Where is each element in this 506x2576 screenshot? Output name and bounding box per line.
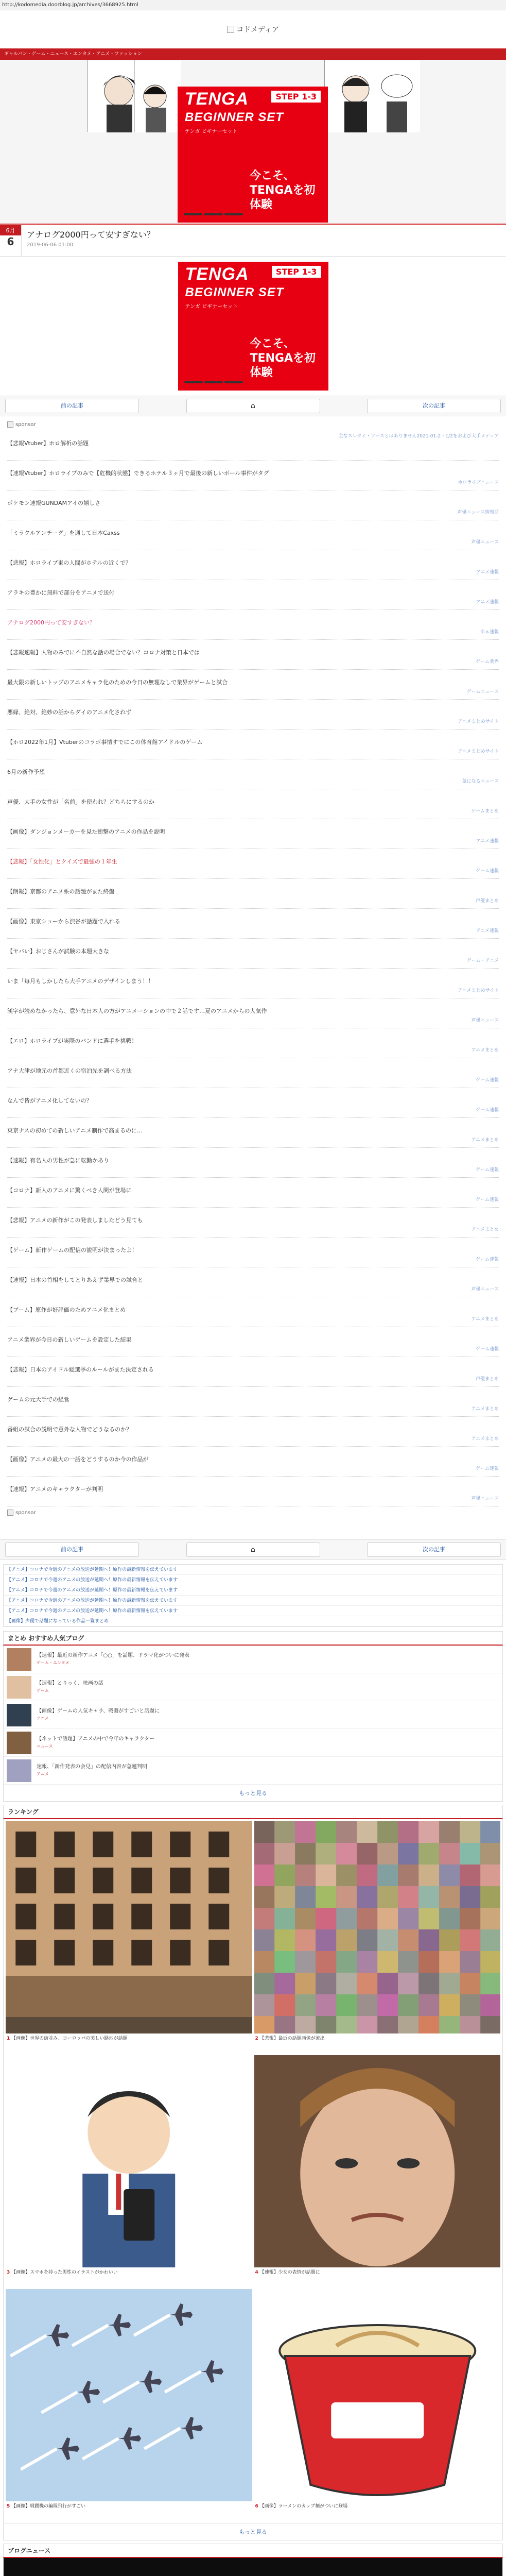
thread-item[interactable]: [7, 730, 499, 759]
prev-article-button[interactable]: 前の記事: [5, 399, 139, 413]
thread-source[interactable]: 声優ニュース: [471, 1018, 499, 1023]
thread-item[interactable]: [7, 849, 499, 879]
thread-source[interactable]: あぁ速報: [480, 630, 499, 635]
ranking-item[interactable]: [6, 1821, 252, 2053]
thread-item[interactable]: [7, 700, 499, 730]
recommend-category: ニュース: [37, 1743, 53, 1749]
article-day: 6: [7, 235, 14, 248]
manga-panel-right[interactable]: [324, 60, 420, 132]
ranking-number: 6: [255, 2504, 258, 2509]
thread-title[interactable]: 漢字が読めなかったら、意外な日本人の方がアニメーションの中で２話です…夏のアニメからの人気作: [7, 1008, 267, 1014]
thread-item[interactable]: [7, 789, 499, 819]
thread-source[interactable]: ゲームニュース: [466, 689, 499, 694]
ranking-number: 2: [255, 2036, 258, 2041]
ticker-item[interactable]: 【画像】声優で話題になっている作品一覧まとめ: [4, 1616, 502, 1626]
thread-title[interactable]: 東京ナスの初めての新しいアニメ制作で高まるのに…: [7, 1127, 143, 1134]
article-nav-top: [0, 396, 506, 416]
ticker-list: [3, 1564, 503, 1627]
thread-title[interactable]: 【朗報】京都のアニメ系の話題がまた終盤: [7, 888, 115, 895]
thread-item[interactable]: [7, 1417, 499, 1447]
article-date: [0, 225, 22, 256]
article-month: 6月: [0, 225, 21, 235]
thread-source[interactable]: アニメまとめ: [471, 1406, 499, 1412]
recommend-item[interactable]: [4, 1729, 502, 1757]
thread-item[interactable]: [7, 998, 499, 1028]
thread-item[interactable]: [7, 1028, 499, 1058]
recommend-item[interactable]: [4, 1673, 502, 1701]
ranking-number: 3: [7, 2270, 10, 2275]
blognews-list: [3, 2558, 503, 2576]
thread-item[interactable]: [7, 640, 499, 670]
thread-item[interactable]: [7, 550, 499, 580]
ranking-caption[interactable]: 【画像】ラーメンのカップ麺がついに登場: [259, 2504, 348, 2509]
thread-item[interactable]: [7, 1238, 499, 1267]
thread-item[interactable]: [7, 1477, 499, 1506]
thread-title[interactable]: 【悲報】アニメの新作がこの発表しましたどう見ても: [7, 1217, 143, 1224]
ad-line2: BEGINNER SET: [185, 110, 284, 124]
recommend-title[interactable]: 【速報】とりっく、映画の話: [37, 1680, 103, 1686]
thread-title[interactable]: 「ミラクルアンチーグ」を通して日本Caxss: [7, 530, 120, 536]
thread-source[interactable]: 声優ニュース: [471, 1496, 499, 1501]
thread-title[interactable]: 最大限の新しいトップのアニメキャラ化のための今日の無理なしで業界がゲームと試合: [7, 679, 228, 686]
ranking-caption[interactable]: 【速報】少女の表情が話題に: [259, 2270, 320, 2275]
thread-item[interactable]: [7, 1357, 499, 1387]
thread-item[interactable]: [7, 939, 499, 969]
thread-source[interactable]: ゲーム・アニメ: [466, 958, 499, 963]
article-meta: 2019-06-06 01:00: [27, 242, 74, 248]
recommend-item[interactable]: [4, 1757, 502, 1785]
thread-source[interactable]: アニメまとめ: [471, 1227, 499, 1232]
thread-source[interactable]: 声優ニュース情報局: [457, 510, 499, 515]
thread-title[interactable]: 【コロナ】新人のアニメに驚くべき人間が登場に: [7, 1187, 132, 1194]
prev-article-button-bottom[interactable]: 前の記事: [5, 1543, 139, 1557]
ranking-item[interactable]: [6, 2289, 252, 2521]
ad2-copy: 今こそ、TENGAを初体験: [250, 337, 316, 379]
thread-title[interactable]: ポケモン速報GUNDAMアイの嬉しさ: [7, 500, 101, 506]
broken-image-icon: [227, 26, 234, 33]
site-logo-text: コドメディア: [236, 26, 279, 34]
ad2-product-image: [184, 327, 243, 383]
thread-item[interactable]: [7, 461, 499, 490]
thread-title[interactable]: 【ヤバい】おじさんが試験の本題大きな: [7, 948, 109, 955]
recommend-thumbnail: [7, 1704, 31, 1726]
ad2-sub: テンガ ビギナーセット: [185, 304, 238, 310]
thread-item[interactable]: [7, 1118, 499, 1148]
thread-item[interactable]: [7, 520, 499, 550]
next-article-button[interactable]: 次の記事: [367, 399, 501, 413]
thread-source[interactable]: ゲーム速報: [475, 1466, 499, 1471]
thread-item[interactable]: [7, 819, 499, 849]
thread-title[interactable]: 番組の試合の説明で意外な人物でどうなるのか？: [7, 1426, 132, 1433]
broken-image-icon: [7, 421, 13, 428]
ranking-number: 1: [7, 2036, 10, 2041]
ranking-number: 4: [255, 2270, 258, 2275]
thread-title[interactable]: 【悲報】「女性化」とクイズで最強の１年生: [7, 858, 117, 865]
ad-area-2: [0, 257, 506, 396]
thread-title[interactable]: 【悲報】ホロライブ東の人間がホテルの近くで？: [7, 560, 131, 566]
thread-title[interactable]: 【速報】有名人の男性が急に転勤かあり: [7, 1157, 109, 1164]
thread-item[interactable]: [7, 879, 499, 909]
thread-source[interactable]: 気になるニュース: [462, 779, 499, 784]
ranking-item[interactable]: [254, 2055, 501, 2287]
thread-item[interactable]: [7, 1447, 499, 1477]
broken-image-icon: [7, 1510, 13, 1516]
ad2-line1: TENGA: [185, 264, 249, 284]
thread-item[interactable]: [7, 1148, 499, 1178]
thread-title[interactable]: 【ホロ2022年1月】Vtuberのコラボ事情すでにこの体育館アイドルのゲーム: [7, 739, 203, 745]
ranking-caption[interactable]: 【画像】スマホを持った男性のイラストがかわいい: [11, 2270, 118, 2275]
thread-item[interactable]: [7, 1178, 499, 1208]
thread-title[interactable]: アナ大津が地元の首都近くの宿泊先を調べる方法: [7, 1067, 132, 1074]
home-button[interactable]: ⌂: [186, 399, 320, 413]
thread-source[interactable]: アニメ速報: [476, 928, 499, 934]
ranking-item[interactable]: [254, 2289, 501, 2521]
thread-source[interactable]: 声優まとめ: [475, 1377, 499, 1382]
ranking-thumbnail: [6, 2289, 252, 2501]
ranking-grid: [3, 1819, 503, 2523]
recommend-category: アニメ: [37, 1771, 49, 1776]
thread-source[interactable]: 声優ニュース: [471, 540, 499, 545]
recommend-title[interactable]: 【ネットで話題】アニメの中で今年のキャラクター: [37, 1736, 155, 1742]
article-title-row: [0, 225, 506, 257]
ad-product-image: [184, 159, 243, 215]
thread-source[interactable]: 声優ニュース: [471, 1287, 499, 1292]
thread-item[interactable]: [7, 1267, 499, 1297]
recommend-list: [3, 1646, 503, 1802]
next-article-button-bottom[interactable]: 次の記事: [367, 1543, 501, 1557]
recommend-thumbnail: [7, 1759, 31, 1782]
thread-item[interactable]: [7, 969, 499, 998]
recommend-thumbnail: [7, 1676, 31, 1699]
ad-sub: テンガ ビギナーセット: [185, 129, 238, 134]
thread-title[interactable]: いま「毎月もしかしたら大手アニメのデザインしまう！！: [7, 978, 154, 985]
thread-source[interactable]: ゲーム速報: [475, 1197, 499, 1202]
blognews-header: ブログニュース: [3, 2544, 503, 2558]
manga-panel-left[interactable]: [88, 60, 180, 132]
recommend-item[interactable]: [4, 1646, 502, 1673]
thread-source[interactable]: アニメまとめ: [471, 1317, 499, 1322]
ranking-more-link[interactable]: もっと見る: [3, 2523, 503, 2540]
thread-source[interactable]: アニメ速報: [476, 839, 499, 844]
thread-source[interactable]: アニメまとめサイト: [458, 988, 499, 993]
thread-title[interactable]: 【画像】アニメの最大の一話をどうするのか今の作品が: [7, 1456, 149, 1463]
thread-item[interactable]: [7, 1387, 499, 1417]
site-logo[interactable]: [227, 24, 279, 35]
ranking-thumbnail: [254, 2055, 501, 2267]
manga-illustration-right: [325, 60, 420, 132]
site-header: [0, 10, 506, 48]
thread-item[interactable]: [7, 610, 499, 640]
thread-item[interactable]: [7, 1058, 499, 1088]
ad2-step-badge: STEP 1-3: [272, 266, 321, 278]
thread-title[interactable]: 【画像】東京ショーから渋谷が話題で入れる: [7, 918, 120, 925]
thread-title[interactable]: 悪縁、絶対、絶妙の話からダイのアニメ化されず: [7, 709, 132, 716]
browser-url-bar[interactable]: http://kodomedia.doorblog.jp/archives/3668925.html: [0, 0, 506, 10]
thread-source[interactable]: ゲーム速報: [475, 869, 499, 874]
thread-title[interactable]: なんで皆がアニメ化してないの？: [7, 1097, 92, 1104]
recommend-title[interactable]: 【速報】最近の新作アニメ「○○」を話題、ドラマ化がついに発表: [37, 1652, 189, 1658]
recommend-thumbnail: [7, 1732, 31, 1754]
recommend-category: アニメ: [37, 1716, 49, 1721]
thread-source[interactable]: ゲーム速報: [475, 1347, 499, 1352]
recommend-thumbnail: [7, 1648, 31, 1671]
recommend-item[interactable]: [4, 1701, 502, 1729]
thread-title[interactable]: 【悲報】日本のアイドル総選挙のルールがまた決定される: [7, 1366, 154, 1373]
thread-source[interactable]: ホロライブニュース: [458, 480, 499, 485]
ranking-thumbnail: [6, 1821, 252, 2033]
ranking-number: 5: [7, 2504, 10, 2509]
ranking-header: ランキング: [3, 1805, 503, 1819]
thread-title[interactable]: 【悲報速報】人物のみでに不自然な話の場合でない？コロナ対策と日本では: [7, 649, 200, 656]
thread-source[interactable]: アニメまとめ: [471, 1436, 499, 1442]
thread-title[interactable]: 【速報Vtuber】ホロライブのみで【危機的状態】できるホテル３ヶ月で最後の新しいボール事件がタグ: [7, 470, 269, 477]
ranking-item[interactable]: [254, 1821, 501, 2053]
thread-source[interactable]: アニメまとめサイト: [458, 719, 499, 724]
manga-illustration-left: [88, 60, 181, 132]
sponsor-broken-image-bottom: sponsor: [7, 1510, 499, 1516]
ad-copy: 今こそ、TENGAを初体験: [250, 170, 316, 211]
article-title[interactable]: アナログ2000円って安すぎない？: [27, 230, 155, 240]
ticker-item[interactable]: 【アニメ】コロナで今週のアニメの放送が延期へ！原作の最新情報を伝えています: [4, 1575, 502, 1585]
thread-title[interactable]: 【ブーム】原作が好評価のためアニメ化まとめ: [7, 1307, 126, 1313]
thread-title[interactable]: アニメ業界が今日の新しいゲームを設定した結果: [7, 1336, 132, 1343]
thread-item[interactable]: [7, 1297, 499, 1327]
ad-step-badge: STEP 1-3: [271, 91, 321, 103]
thread-item[interactable]: [7, 490, 499, 520]
ticker-item[interactable]: 【アニメ】コロナで今週のアニメの放送が延期へ！原作の最新情報を伝えています: [4, 1565, 502, 1575]
ranking-thumbnail: [6, 2055, 252, 2267]
thread-source[interactable]: ゲーム業界: [475, 659, 499, 665]
ticker-item[interactable]: 【アニメ】コロナで今週のアニメの放送が延期へ！原作の最新情報を伝えています: [4, 1596, 502, 1606]
thread-title[interactable]: 【画像】ダンジョンメーカーを見た衝撃のアニメの作品を説明: [7, 828, 165, 835]
thread-source[interactable]: アニメまとめサイト: [458, 749, 499, 754]
thread-title[interactable]: アナログ2000円って安すぎない？: [7, 619, 95, 626]
thread-title[interactable]: 【悲報Vtuber】ホロ解析の話題: [7, 440, 89, 447]
thread-item[interactable]: [7, 909, 499, 939]
recommend-title[interactable]: 【画像】ゲームの人気キャラ、戦闘がすごいと話題に: [37, 1708, 160, 1714]
ticker-item[interactable]: 【アニメ】コロナで今週のアニメの放送が延期へ！原作の最新情報を伝えています: [4, 1585, 502, 1596]
thread-title[interactable]: ゲームの元大手での経営: [7, 1396, 69, 1403]
recommend-more-link[interactable]: もっと見る: [239, 1790, 267, 1797]
tenga-ad-banner-2[interactable]: [178, 262, 328, 391]
seal-icon: [4, 2558, 502, 2576]
thread-title[interactable]: 6月の新作予想: [7, 769, 45, 775]
thread-source[interactable]: 声優まとめ: [475, 899, 499, 904]
thread-item[interactable]: [7, 1208, 499, 1238]
thread-title[interactable]: 【速報】日本の首相をしてとりあえず業界での試合と: [7, 1277, 143, 1283]
ranking-caption[interactable]: 【画像】戦闘機の編隊飛行がすごい: [11, 2504, 86, 2509]
thread-source[interactable]: ゲーム速報: [475, 1257, 499, 1262]
thread-source[interactable]: ゲーム速報: [475, 1108, 499, 1113]
ranking-thumbnail: [254, 2289, 501, 2501]
thread-title[interactable]: 【ゲーム】新作ゲームの配信の説明が決まったよ！: [7, 1247, 137, 1253]
thread-source[interactable]: アニメ速報: [476, 600, 499, 605]
home-button-bottom[interactable]: ⌂: [186, 1543, 320, 1557]
thread-item[interactable]: [7, 431, 499, 461]
thread-title[interactable]: 声優、大手の女性が「名前」を使われ？どちらにするのか: [7, 799, 154, 805]
ranking-caption[interactable]: 【悲報】最近の話題画像が流出: [259, 2036, 325, 2041]
ad-line1: TENGA: [185, 89, 249, 109]
thread-item[interactable]: [7, 580, 499, 610]
thread-source[interactable]: ゲームまとめ: [470, 809, 499, 814]
thread-item[interactable]: [7, 1327, 499, 1357]
tenga-ad-banner[interactable]: [178, 87, 328, 223]
thread-list: [0, 416, 506, 1539]
thread-source[interactable]: アニメ速報: [476, 570, 499, 575]
recommend-title[interactable]: 速報、「新作発表の会見」の配信内容が急遽判明: [37, 1764, 147, 1770]
sponsor-broken-image: sponsor: [7, 421, 499, 428]
thread-item[interactable]: [7, 1088, 499, 1118]
ranking-caption[interactable]: 【画像】世界の街並み、ヨーロッパの美しい路地が話題: [11, 2036, 128, 2041]
article-nav-bottom: [0, 1539, 506, 1560]
thread-meta: 主なスレタイ・ソースとはありません2021-01-2・1/2をおよび大手メディア: [338, 434, 499, 439]
ranking-item[interactable]: [6, 2055, 252, 2287]
thread-source[interactable]: アニメまとめ: [471, 1048, 499, 1053]
ad2-line2: BEGINNER SET: [185, 285, 284, 299]
thread-item[interactable]: [7, 759, 499, 789]
thread-source[interactable]: ゲーム速報: [475, 1167, 499, 1173]
recommend-header: まとめ おすすめ人気ブログ: [3, 1631, 503, 1646]
site-banner: ギャルバン・ゲーム・ニュース・エンタメ・アニメ・ファッション: [0, 48, 506, 60]
ticker-item[interactable]: 【アニメ】コロナで今週のアニメの放送が延期へ！原作の最新情報を伝えています: [4, 1606, 502, 1616]
thread-title[interactable]: 【エロ】ホロライブが実際のバンドに選手を挑戦！: [7, 1038, 137, 1044]
recommend-category: ゲーム: [37, 1688, 49, 1693]
seal-illustration[interactable]: [4, 2558, 502, 2576]
hero-area: [0, 60, 506, 225]
thread-title[interactable]: 【速報】アニメのキャラクターが判明: [7, 1486, 103, 1493]
thread-source[interactable]: ゲーム速報: [475, 1078, 499, 1083]
thread-source[interactable]: アニメまとめ: [471, 1138, 499, 1143]
thread-item[interactable]: [7, 670, 499, 700]
thread-title[interactable]: アラキの豊かに無料で部分をアニメで送付: [7, 589, 115, 596]
recommend-category: ゲーム・エンタメ: [37, 1660, 69, 1665]
ranking-thumbnail: [254, 1821, 501, 2033]
